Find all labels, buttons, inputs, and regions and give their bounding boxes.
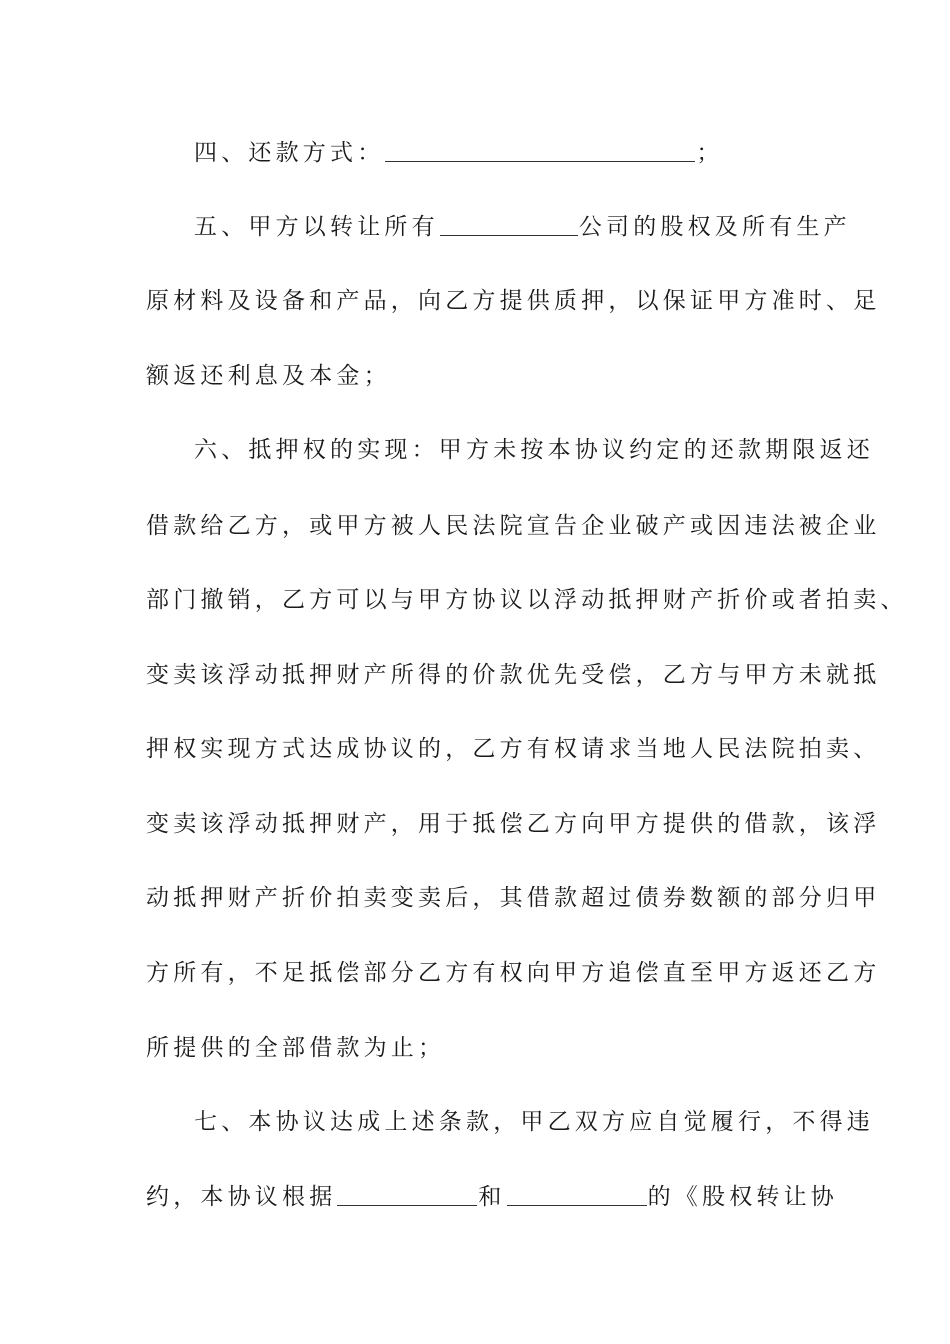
clause-6-line-4: 变卖该浮动抵押财产所得的价款优先受偿，乙方与甲方未就抵 <box>146 662 881 688</box>
clause-6-line-8: 方所有，不足抵偿部分乙方有权向甲方追偿直至甲方返还乙方 <box>146 960 881 986</box>
clause-4-line <box>194 133 894 173</box>
basis-blank-1 <box>337 1179 477 1206</box>
repayment-method-blank <box>385 135 695 162</box>
clause-6-line-9: 所提供的全部借款为止； <box>146 1035 446 1061</box>
clause-7-line-2-c: 的《股权转让协 <box>647 1184 839 1210</box>
clause-5-line-1-before: 五、甲方以转让所有 <box>194 214 439 240</box>
clause-6-line-3: 部门撤销，乙方可以与甲方协议以浮动抵押财产折价或者拍卖、 <box>146 587 908 613</box>
clause-7-line-2-a: 约，本协议根据 <box>146 1184 337 1210</box>
clause-7-line-1: 七、本协议达成上述条款，甲乙双方应自觉履行，不得违 <box>194 1109 874 1135</box>
basis-blank-2 <box>507 1179 647 1206</box>
clause-5-line-3: 额返还利息及本金； <box>146 363 391 389</box>
clause-6-line-1: 六、抵押权的实现：甲方未按本协议约定的还款期限返还 <box>194 437 874 463</box>
clause-7-line-2 <box>146 1177 846 1217</box>
clause-5-line-2: 原材料及设备和产品，向乙方提供质押，以保证甲方准时、足 <box>146 288 881 314</box>
clause-7-line-2-b: 和 <box>478 1184 506 1210</box>
clause-6-line-6: 变卖该浮动抵押财产，用于抵偿乙方向甲方提供的借款，该浮 <box>146 811 881 837</box>
clause-6-line-5: 押权实现方式达成协议的，乙方有权请求当地人民法院拍卖、 <box>146 736 881 762</box>
clause-4-end: ； <box>696 140 724 166</box>
company-name-blank <box>440 209 578 236</box>
clause-5-line-1 <box>194 207 894 247</box>
clause-6-line-7: 动抵押财产折价拍卖变卖后，其借款超过债券数额的部分归甲 <box>146 885 881 911</box>
clause-6-line-2: 借款给乙方，或甲方被人民法院宣告企业破产或因违法被企业 <box>146 513 881 539</box>
clause-4-label: 四、还款方式： <box>194 140 385 166</box>
clause-5-line-1-after: 公司的股权及所有生产 <box>578 214 851 240</box>
